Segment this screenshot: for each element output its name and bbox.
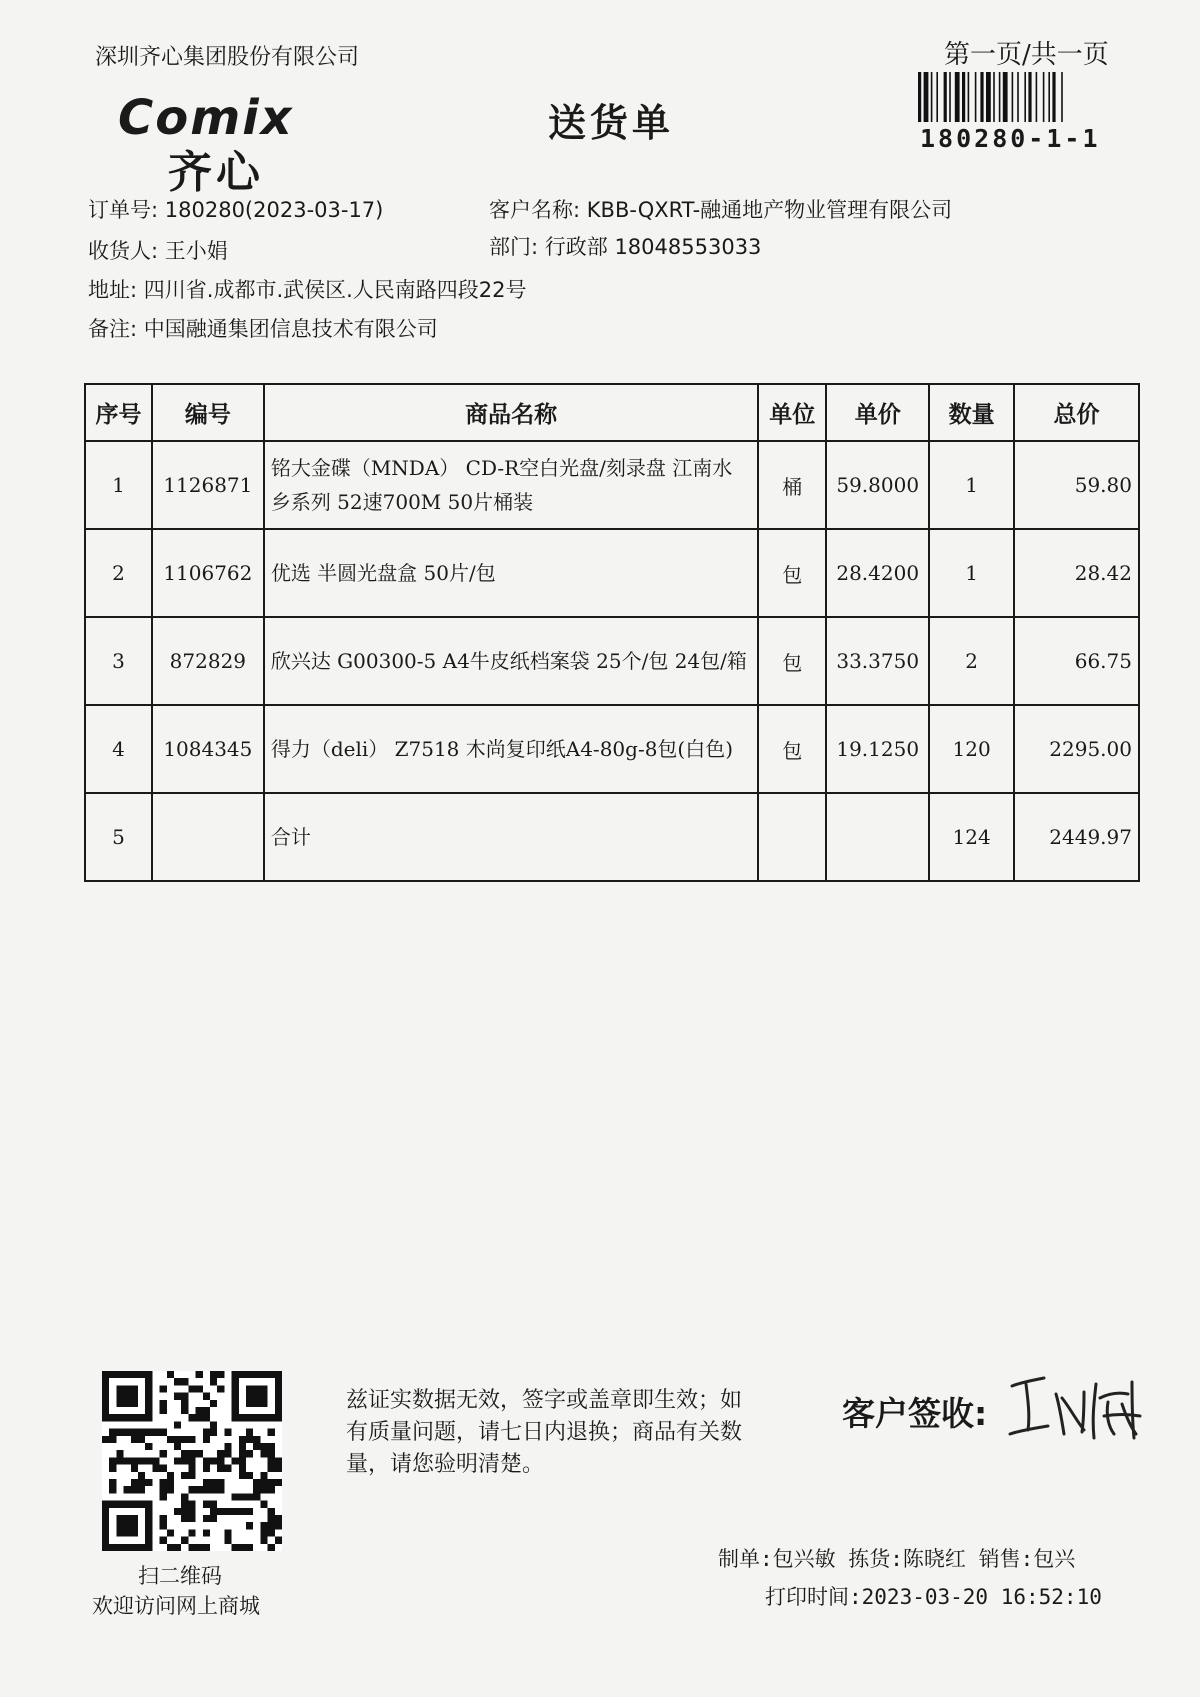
- document-title: 送货单: [548, 101, 675, 145]
- cell-unit: 包: [758, 529, 826, 617]
- cell-total: 2295.00: [1014, 705, 1139, 793]
- col-header-qty: 数量: [929, 384, 1014, 441]
- col-header-seq: 序号: [85, 384, 152, 441]
- col-header-total: 总价: [1014, 384, 1139, 441]
- cell-price: [826, 793, 929, 881]
- receiver-label: 收货人:: [88, 239, 159, 263]
- customer-name: [489, 194, 952, 224]
- cell-code: [152, 793, 264, 881]
- cell-total: 2449.97: [1014, 793, 1139, 881]
- table-row-total: [85, 793, 1139, 881]
- cell-seq: 1: [85, 441, 152, 529]
- address: [88, 274, 527, 304]
- col-header-price: 单价: [826, 384, 929, 441]
- dept-value: 行政部 18048553033: [544, 235, 762, 259]
- qr-caption-mall: 欢迎访问网上商城: [92, 1594, 260, 1618]
- cell-total: 59.80: [1014, 441, 1139, 529]
- remark-label: 备注:: [88, 317, 138, 341]
- cell-seq: 3: [85, 617, 152, 705]
- table-row: [85, 441, 1139, 529]
- cell-unit: 包: [758, 705, 826, 793]
- customer-sign-label: 客户签收:: [842, 1394, 988, 1433]
- col-header-unit: 单位: [758, 384, 826, 441]
- print-time: 打印时间:2023-03-20 16:52:10: [765, 1585, 1102, 1609]
- barcode-number: 180280-1-1: [920, 124, 1101, 153]
- staff-info: 制单:包兴敏 拣货:陈晓红 销售:包兴: [718, 1547, 1076, 1571]
- cell-seq: 4: [85, 705, 152, 793]
- cell-price: 59.8000: [826, 441, 929, 529]
- cell-unit: 桶: [758, 441, 826, 529]
- table-row: [85, 529, 1139, 617]
- table-row: [85, 617, 1139, 705]
- remark: [88, 313, 438, 343]
- cell-qty: 2: [929, 617, 1014, 705]
- receiver-value: 王小娟: [164, 239, 228, 263]
- cell-unit: [758, 793, 826, 881]
- cell-seq: 2: [85, 529, 152, 617]
- cell-price: 19.1250: [826, 705, 929, 793]
- cell-unit: 包: [758, 617, 826, 705]
- cell-code: 1106762: [152, 529, 264, 617]
- cell-code: 1126871: [152, 441, 264, 529]
- department: [489, 231, 761, 261]
- cell-code: 1084345: [152, 705, 264, 793]
- col-header-name: 商品名称: [264, 384, 759, 441]
- page-info: 第一页/共一页: [944, 40, 1109, 70]
- order-number: [88, 194, 383, 224]
- address-label: 地址:: [88, 278, 138, 302]
- table-header-row: [85, 384, 1139, 441]
- cell-total: 66.75: [1014, 617, 1139, 705]
- qr-code-icon: [102, 1371, 282, 1551]
- notice-text: 兹证实数据无效，签字或盖章即生效；如有质量问题，请七日内退换；商品有关数量，请您验明清楚。: [346, 1388, 743, 1477]
- handwritten-signature: [1004, 1368, 1154, 1448]
- comix-logo: [118, 90, 336, 198]
- dept-label: 部门:: [489, 235, 539, 259]
- cell-qty: 120: [929, 705, 1014, 793]
- cell-seq: 5: [85, 793, 152, 881]
- cell-qty: 124: [929, 793, 1014, 881]
- cell-name: 合计: [264, 793, 759, 881]
- customer-label: 客户名称:: [489, 198, 581, 222]
- table-row: [85, 705, 1139, 793]
- remark-value: 中国融通集团信息技术有限公司: [143, 317, 438, 341]
- cell-name: 得力（deli） Z7518 木尚复印纸A4-80g-8包(白色): [264, 705, 759, 793]
- col-header-code: 编号: [152, 384, 264, 441]
- cell-code: 872829: [152, 617, 264, 705]
- cell-qty: 1: [929, 441, 1014, 529]
- cell-name: 欣兴达 G00300-5 A4牛皮纸档案袋 25个/包 24包/箱: [264, 617, 759, 705]
- logo-text-cn: 齐心: [168, 147, 264, 198]
- barcode-icon: [918, 72, 1136, 122]
- qr-caption-scan: 扫二维码: [138, 1564, 222, 1588]
- cell-name: 优选 半圆光盘盒 50片/包: [264, 529, 759, 617]
- receiver: [88, 235, 228, 265]
- cell-price: 28.4200: [826, 529, 929, 617]
- order-value: 180280(2023-03-17): [164, 198, 384, 222]
- order-label: 订单号:: [88, 198, 159, 222]
- cell-price: 33.3750: [826, 617, 929, 705]
- cell-qty: 1: [929, 529, 1014, 617]
- items-table: [84, 383, 1140, 882]
- address-value: 四川省.成都市.武侯区.人民南路四段22号: [143, 278, 527, 302]
- customer-value: KBB-QXRT-融通地产物业管理有限公司: [586, 198, 953, 222]
- logo-text-en: Comix: [118, 90, 294, 146]
- company-name: 深圳齐心集团股份有限公司: [95, 45, 360, 70]
- cell-total: 28.42: [1014, 529, 1139, 617]
- cell-name: 铭大金碟（MNDA） CD-R空白光盘/刻录盘 江南水乡系列 52速700M 50片桶装: [264, 441, 759, 529]
